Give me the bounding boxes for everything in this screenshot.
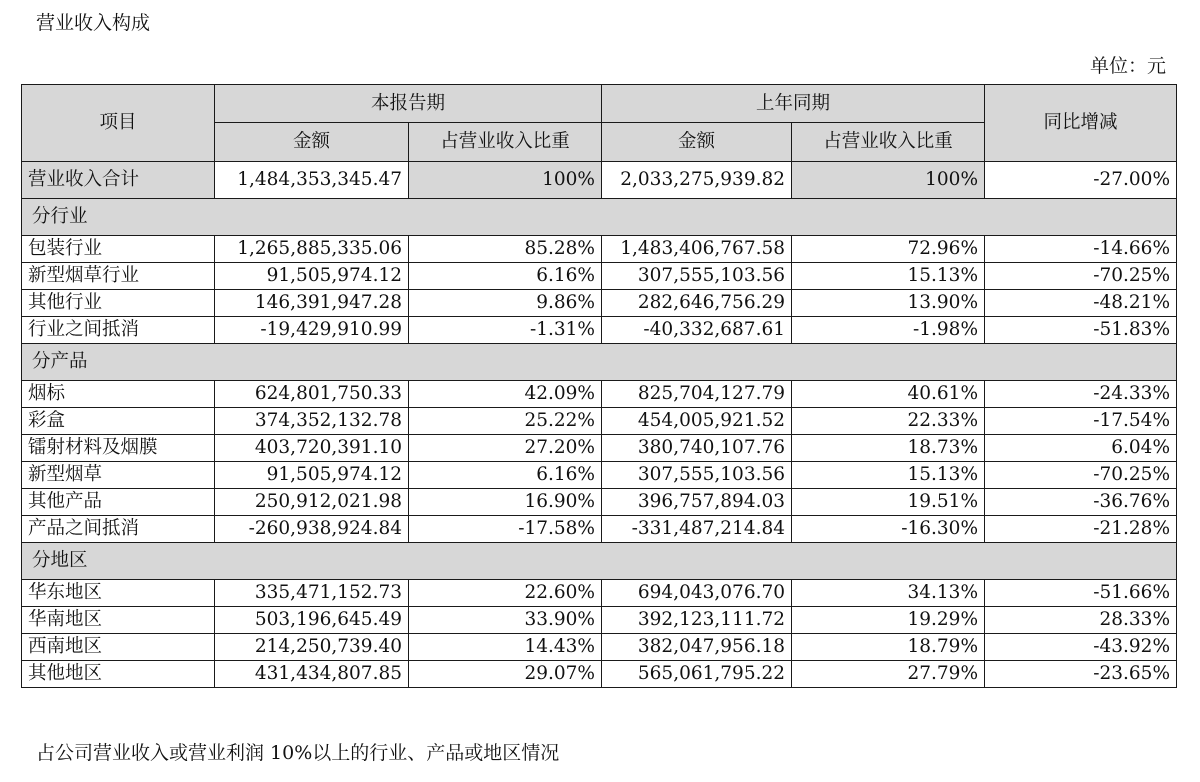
row-current-amount: 91,505,974.12 xyxy=(215,263,409,290)
total-yoy: -27.00% xyxy=(985,162,1177,199)
total-prior-amount: 2,033,275,939.82 xyxy=(602,162,792,199)
header-prior-amount: 金额 xyxy=(602,123,792,162)
row-prior-amount: 307,555,103.56 xyxy=(602,263,792,290)
table-row xyxy=(22,236,1177,263)
row-prior-amount: 282,646,756.29 xyxy=(602,290,792,317)
header-current-period: 本报告期 xyxy=(215,85,602,123)
row-yoy: -14.66% xyxy=(985,236,1177,263)
total-label: 营业收入合计 xyxy=(22,162,215,199)
row-current-ratio: 16.90% xyxy=(409,489,602,516)
header-yoy: 同比增减 xyxy=(985,85,1177,162)
table-row xyxy=(22,661,1177,688)
row-current-ratio: 14.43% xyxy=(409,634,602,661)
section-header-row xyxy=(22,543,1177,580)
row-prior-amount: 694,043,076.70 xyxy=(602,580,792,607)
row-label: 华东地区 xyxy=(22,580,215,607)
row-prior-ratio: 34.13% xyxy=(792,580,985,607)
row-label: 其他产品 xyxy=(22,489,215,516)
row-current-ratio: 25.22% xyxy=(409,408,602,435)
row-yoy: -51.83% xyxy=(985,317,1177,344)
row-yoy: -51.66% xyxy=(985,580,1177,607)
row-yoy: -48.21% xyxy=(985,290,1177,317)
row-label: 行业之间抵消 xyxy=(22,317,215,344)
row-prior-ratio: 72.96% xyxy=(792,236,985,263)
row-prior-ratio: 15.13% xyxy=(792,462,985,489)
row-current-amount: 503,196,645.49 xyxy=(215,607,409,634)
row-current-amount: 335,471,152.73 xyxy=(215,580,409,607)
section-title-cell: 分地区 xyxy=(22,543,1177,580)
row-label: 西南地区 xyxy=(22,634,215,661)
row-prior-amount: 1,483,406,767.58 xyxy=(602,236,792,263)
row-prior-amount: 396,757,894.03 xyxy=(602,489,792,516)
row-prior-amount: -331,487,214.84 xyxy=(602,516,792,543)
row-yoy: -17.54% xyxy=(985,408,1177,435)
row-current-ratio: -17.58% xyxy=(409,516,602,543)
table-row xyxy=(22,489,1177,516)
row-label: 新型烟草 xyxy=(22,462,215,489)
row-label: 包装行业 xyxy=(22,236,215,263)
row-prior-amount: 382,047,956.18 xyxy=(602,634,792,661)
table-row xyxy=(22,263,1177,290)
section-title-cell: 分行业 xyxy=(22,199,1177,236)
total-current-amount: 1,484,353,345.47 xyxy=(215,162,409,199)
row-yoy: -43.92% xyxy=(985,634,1177,661)
row-label: 华南地区 xyxy=(22,607,215,634)
row-current-amount: 214,250,739.40 xyxy=(215,634,409,661)
header-prior-period: 上年同期 xyxy=(602,85,985,123)
row-prior-ratio: 19.29% xyxy=(792,607,985,634)
row-prior-amount: -40,332,687.61 xyxy=(602,317,792,344)
row-current-ratio: 6.16% xyxy=(409,462,602,489)
row-current-ratio: 27.20% xyxy=(409,435,602,462)
table-row xyxy=(22,462,1177,489)
row-prior-ratio: 22.33% xyxy=(792,408,985,435)
unit-label: 单位：元 xyxy=(1089,55,1166,77)
row-prior-ratio: -16.30% xyxy=(792,516,985,543)
table-row xyxy=(22,435,1177,462)
table-row xyxy=(22,317,1177,344)
row-current-ratio: 33.90% xyxy=(409,607,602,634)
table-row xyxy=(22,580,1177,607)
footnote: 占公司营业收入或营业利润 10%以上的行业、产品或地区情况 xyxy=(36,742,560,764)
row-current-amount: 374,352,132.78 xyxy=(215,408,409,435)
row-current-amount: 431,434,807.85 xyxy=(215,661,409,688)
section-title: 营业收入构成 xyxy=(36,12,151,34)
row-yoy: -36.76% xyxy=(985,489,1177,516)
row-label: 其他地区 xyxy=(22,661,215,688)
row-prior-amount: 454,005,921.52 xyxy=(602,408,792,435)
row-prior-ratio: 15.13% xyxy=(792,263,985,290)
table-row xyxy=(22,290,1177,317)
table-row xyxy=(22,607,1177,634)
row-prior-ratio: 27.79% xyxy=(792,661,985,688)
row-label: 产品之间抵消 xyxy=(22,516,215,543)
row-yoy: -24.33% xyxy=(985,381,1177,408)
row-current-ratio: 29.07% xyxy=(409,661,602,688)
section-header-row xyxy=(22,344,1177,381)
row-prior-ratio: 18.73% xyxy=(792,435,985,462)
row-current-amount: 1,265,885,335.06 xyxy=(215,236,409,263)
table-row xyxy=(22,408,1177,435)
row-prior-amount: 307,555,103.56 xyxy=(602,462,792,489)
row-label: 新型烟草行业 xyxy=(22,263,215,290)
row-current-ratio: 9.86% xyxy=(409,290,602,317)
header-item: 项目 xyxy=(22,85,215,162)
row-current-amount: 146,391,947.28 xyxy=(215,290,409,317)
header-current-amount: 金额 xyxy=(215,123,409,162)
row-label: 镭射材料及烟膜 xyxy=(22,435,215,462)
row-label: 烟标 xyxy=(22,381,215,408)
row-yoy: -23.65% xyxy=(985,661,1177,688)
row-current-ratio: 42.09% xyxy=(409,381,602,408)
row-current-amount: 91,505,974.12 xyxy=(215,462,409,489)
row-prior-ratio: 40.61% xyxy=(792,381,985,408)
total-prior-ratio: 100% xyxy=(792,162,985,199)
row-prior-amount: 392,123,111.72 xyxy=(602,607,792,634)
row-current-ratio: 22.60% xyxy=(409,580,602,607)
row-current-amount: -260,938,924.84 xyxy=(215,516,409,543)
row-current-ratio: 85.28% xyxy=(409,236,602,263)
row-label: 彩盒 xyxy=(22,408,215,435)
row-prior-ratio: 19.51% xyxy=(792,489,985,516)
row-yoy: -70.25% xyxy=(985,462,1177,489)
row-current-ratio: 6.16% xyxy=(409,263,602,290)
row-current-amount: 624,801,750.33 xyxy=(215,381,409,408)
row-current-ratio: -1.31% xyxy=(409,317,602,344)
revenue-composition-table xyxy=(21,84,1177,688)
row-current-amount: 403,720,391.10 xyxy=(215,435,409,462)
row-prior-amount: 380,740,107.76 xyxy=(602,435,792,462)
table-row xyxy=(22,516,1177,543)
table-row xyxy=(22,381,1177,408)
row-current-amount: -19,429,910.99 xyxy=(215,317,409,344)
total-current-ratio: 100% xyxy=(409,162,602,199)
header-prior-ratio: 占营业收入比重 xyxy=(792,123,985,162)
row-prior-ratio: 13.90% xyxy=(792,290,985,317)
row-yoy: 28.33% xyxy=(985,607,1177,634)
row-current-amount: 250,912,021.98 xyxy=(215,489,409,516)
row-yoy: 6.04% xyxy=(985,435,1177,462)
row-label: 其他行业 xyxy=(22,290,215,317)
row-yoy: -21.28% xyxy=(985,516,1177,543)
row-prior-amount: 825,704,127.79 xyxy=(602,381,792,408)
header-current-ratio: 占营业收入比重 xyxy=(409,123,602,162)
row-prior-amount: 565,061,795.22 xyxy=(602,661,792,688)
row-yoy: -70.25% xyxy=(985,263,1177,290)
section-title-cell: 分产品 xyxy=(22,344,1177,381)
total-row xyxy=(22,162,1177,199)
section-header-row xyxy=(22,199,1177,236)
table-row xyxy=(22,634,1177,661)
row-prior-ratio: 18.79% xyxy=(792,634,985,661)
row-prior-ratio: -1.98% xyxy=(792,317,985,344)
